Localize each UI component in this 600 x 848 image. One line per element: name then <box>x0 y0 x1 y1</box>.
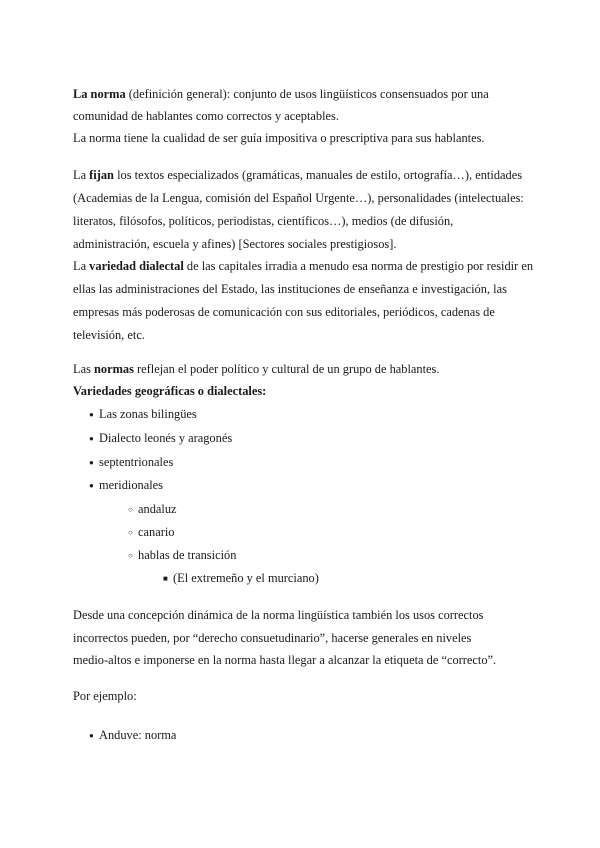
bullet-circle-icon <box>128 547 138 565</box>
list-item <box>89 406 197 424</box>
list-item-label: Las zonas bilingües <box>99 407 197 421</box>
normas-line <box>73 361 439 377</box>
bullet-square-icon <box>163 570 173 588</box>
fijan-lead: La <box>73 168 90 182</box>
variedad-line-4: televisión, etc. <box>73 328 145 342</box>
list-item <box>89 477 163 495</box>
fijan-term: fijan <box>89 168 114 182</box>
list-item-label: (El extremeño y el murciano) <box>173 571 319 585</box>
concepcion-line-2: incorrectos pueden, por “derecho consuetudinario”, hacerse generales en niveles <box>73 631 472 645</box>
variedad-line-2: ellas las administraciones del Estado, las instituciones de enseñanza e investigación, las <box>73 282 507 296</box>
por-ejemplo: Por ejemplo: <box>73 689 137 703</box>
variedad-dialectal-term: variedad dialectal <box>89 259 184 273</box>
variedades-heading-text: Variedades geográficas o dialectales: <box>73 384 267 398</box>
bullet-circle-icon <box>128 501 138 519</box>
list-item <box>163 570 319 588</box>
variedad-lead: La <box>73 259 90 273</box>
variedades-heading <box>73 383 266 399</box>
bullet-disc-icon <box>89 727 99 745</box>
variedad-text: de las capitales irradia a menudo esa norma de prestigio por residir en <box>183 259 534 273</box>
norma-term: La norma <box>73 87 126 101</box>
bullet-disc-icon <box>89 477 99 495</box>
normas-term: normas <box>94 362 134 376</box>
list-item-label: hablas de transición <box>138 548 237 562</box>
fijan-line-1 <box>73 167 522 183</box>
variedad-line-1 <box>73 258 533 274</box>
list-item <box>89 430 232 448</box>
list-item-label: Dialecto leonés y aragonés <box>99 431 233 445</box>
norma-definition-line-3: La norma tiene la cualidad de ser guía impositiva o prescriptiva para sus hablantes. <box>73 131 485 145</box>
norma-definition-line-2: comunidad de hablantes como correctos y aceptables. <box>73 109 339 123</box>
list-item-label: andaluz <box>138 502 177 516</box>
list-item-label: meridionales <box>99 478 163 492</box>
bullet-disc-icon <box>89 430 99 448</box>
normas-lead: Las <box>73 362 94 376</box>
fijan-text: los textos especializados (gramáticas, manuales de estilo, ortografía…), entidades <box>113 168 523 182</box>
fijan-line-3: literatos, filósofos, políticos, periodistas, científicos…), medios (de difusión, <box>73 214 454 228</box>
fijan-line-4: administración, escuela y afines) [Sectores sociales prestigiosos]. <box>73 237 397 251</box>
fijan-line-2: (Academias de la Lengua, comisión del Español Urgente…), personalidades (intelectuales: <box>73 191 524 205</box>
list-item <box>128 547 236 565</box>
norma-definition-text: (definición general): conjunto de usos lingüísticos consensuados por una <box>125 87 489 101</box>
bullet-disc-icon <box>89 454 99 472</box>
list-item <box>89 454 173 472</box>
list-item <box>128 524 174 542</box>
variedad-line-3: empresas más poderosas de comunicación con sus editoriales, periódicos, cadenas de <box>73 305 495 319</box>
concepcion-line-1: Desde una concepción dinámica de la norma lingüística también los usos correctos <box>73 608 484 622</box>
concepcion-line-3: medio-altos e imponerse en la norma hasta llegar a alcanzar la etiqueta de “correcto”. <box>73 653 497 667</box>
list-item-label: canario <box>138 525 175 539</box>
list-item <box>128 501 177 519</box>
normas-text: reflejan el poder político y cultural de un grupo de hablantes. <box>133 362 440 376</box>
norma-definition-line-1 <box>73 86 489 102</box>
list-item-label: septentrionales <box>99 455 174 469</box>
list-item <box>89 727 176 745</box>
list-item-label: Anduve: norma <box>99 728 177 742</box>
bullet-disc-icon <box>89 406 99 424</box>
bullet-circle-icon <box>128 524 138 542</box>
